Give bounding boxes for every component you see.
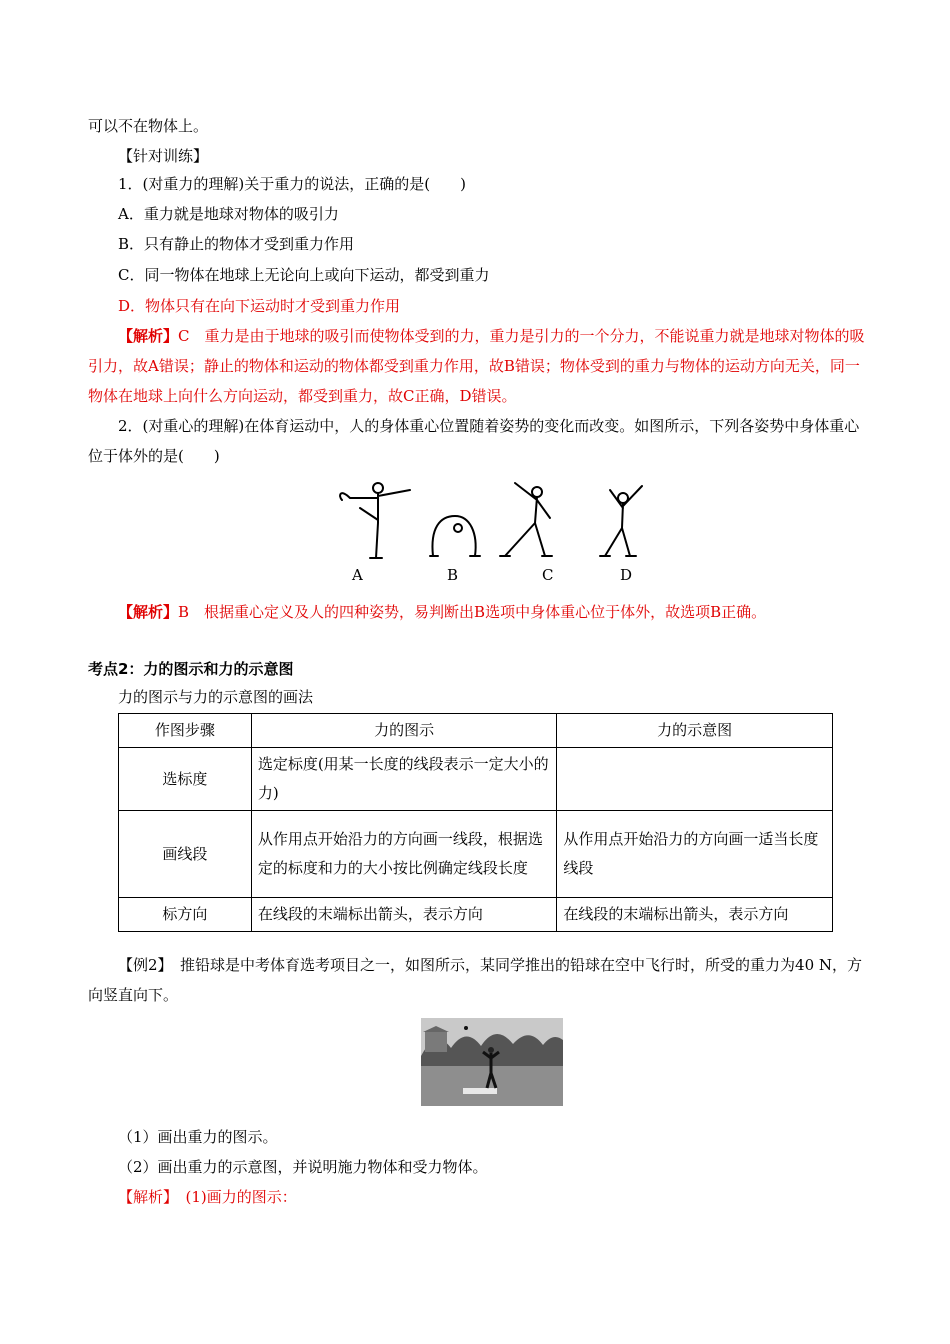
- figure-label-b: B: [447, 566, 459, 584]
- continued-text: 可以不在物体上。: [88, 117, 209, 135]
- example-tag: 【例2】: [118, 956, 166, 974]
- q1-option-c: C．同一物体在地球上无论向上或向下运动，都受到重力: [118, 266, 490, 284]
- analysis-tag: 【解析】: [118, 1188, 171, 1206]
- table-cell: 从作用点开始沿力的方向画一适当长度线段: [557, 811, 833, 898]
- figure-c: [500, 483, 552, 556]
- table-header: 力的图示: [251, 714, 557, 748]
- example-body: 推铅球是中考体育选考项目之一，如图所示，某同学推出的铅球在空中飞行时，所受的重力为40 N，方向竖直向下。: [88, 956, 863, 1004]
- q2-stem-text: 2．(对重心的理解)在体育运动中，人的身体重心位置随着姿势的变化而改变。如图所示，下列各姿势中身体重心位于体外的是( ): [88, 417, 860, 465]
- example2-sub1: （1）画出重力的图示。: [118, 1128, 278, 1146]
- q1-option-b: B．只有静止的物体才受到重力作用: [118, 235, 355, 253]
- table-row: [119, 811, 833, 898]
- analysis-text: (1)画力的图示：: [170, 1188, 297, 1206]
- q1-option-d: D．物体只有在向下运动时才受到重力作用: [118, 297, 401, 315]
- q1-option-a: A．重力就是地球对物体的吸引力: [118, 205, 339, 223]
- training-heading: 【针对训练】: [118, 147, 209, 165]
- table-row: [119, 748, 833, 811]
- analysis-tag: 【解析】: [118, 327, 179, 345]
- table-cell: 选标度: [119, 748, 252, 811]
- table-cell: 画线段: [119, 811, 252, 898]
- example2-text: [88, 950, 866, 1010]
- posture-figure: [330, 478, 660, 560]
- figure-label-d: D: [620, 566, 633, 584]
- q2-stem: [88, 411, 866, 471]
- figure-d: [600, 486, 642, 556]
- figure-label-c: C: [542, 566, 554, 584]
- example2-analysis: [118, 1186, 297, 1208]
- analysis-text: C 重力是由于地球的吸引而使物体受到的力，重力是引力的一个分力，不能说重力就是地球对物体的吸引力，故A错误；静止的物体和运动的物体都受到重力作用，故B错误；物体受到的重力与物体的运动方向无关，同一物体在地球上向什么方向运动，都受到重力，故C正确，D错误。: [88, 327, 865, 405]
- shot-put-photo: [421, 1018, 563, 1106]
- figure-a: [340, 483, 410, 558]
- table-header: 作图步骤: [119, 714, 252, 748]
- table-cell: 在线段的末端标出箭头，表示方向: [557, 898, 833, 932]
- table-row: [119, 898, 833, 932]
- analysis-text: B 根据重心定义及人的四种姿势，易判断出B选项中身体重心位于体外，故选项B正确。: [178, 603, 767, 621]
- table-cell: 标方向: [119, 898, 252, 932]
- q2-analysis: [88, 597, 866, 627]
- analysis-tag: 【解析】: [118, 603, 179, 621]
- q1-stem: 1．(对重力的理解)关于重力的说法，正确的是( ): [118, 175, 466, 193]
- figure-b: [430, 516, 480, 556]
- q1-analysis: [88, 321, 866, 411]
- table-cell: [557, 748, 833, 811]
- force-drawing-table: [118, 713, 833, 932]
- example2-sub2: （2）画出重力的示意图，并说明施力物体和受力物体。: [118, 1158, 488, 1176]
- section-heading: 考点2：力的图示和力的示意图: [88, 660, 294, 678]
- figure-label-a: A: [352, 566, 363, 584]
- table-cell: 选定标度(用某一长度的线段表示一定大小的力): [251, 748, 557, 811]
- table-cell: 在线段的末端标出箭头，表示方向: [251, 898, 557, 932]
- section-intro: 力的图示与力的示意图的画法: [118, 688, 314, 706]
- table-header-row: [119, 714, 833, 748]
- table-header: 力的示意图: [557, 714, 833, 748]
- table-cell: 从作用点开始沿力的方向画一线段，根据选定的标度和力的大小按比例确定线段长度: [251, 811, 557, 898]
